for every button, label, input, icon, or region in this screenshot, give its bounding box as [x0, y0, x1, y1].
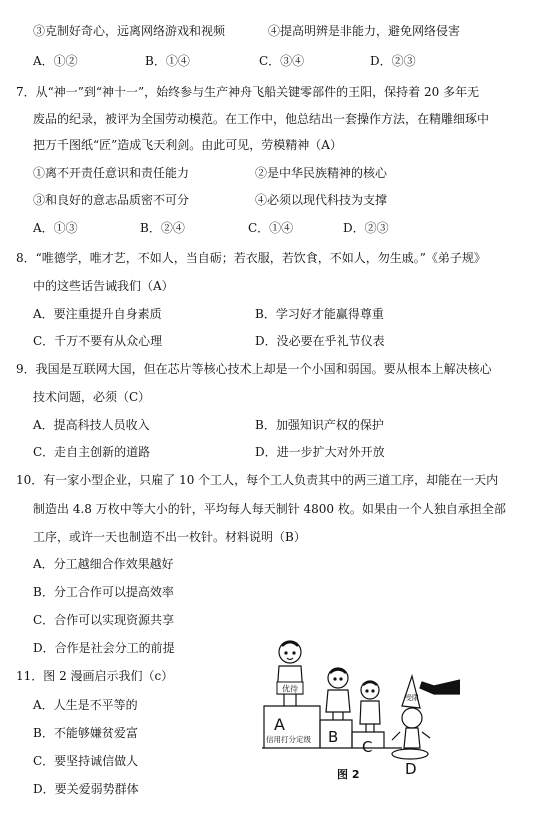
person-a-icon	[277, 641, 303, 706]
q9-stem-line1: 9．我国是互联网大国，但在芯片等核心技术上却是一个小国和弱国。要从根本上解决核心	[16, 362, 492, 376]
figure-caption: 图 2	[337, 768, 360, 781]
q7-choice-d: D．②③	[343, 221, 389, 235]
q11-choice-c: C．要坚持诚信做人	[33, 754, 139, 768]
sign-left: 优待	[282, 684, 298, 694]
q8-choice-c: C．千万不要有从众心理	[33, 334, 163, 348]
q7-choice-a: A．①③	[33, 221, 78, 235]
q8-stem-line2: 中的这些话告诫我们（A）	[33, 279, 174, 293]
q7-option1: ①离不开责任意识和责任能力	[33, 166, 190, 180]
q10-choice-d: D．合作是社会分工的前提	[33, 641, 175, 655]
q10-choice-b: B．分工合作可以提高效率	[33, 585, 174, 599]
person-b-icon	[326, 668, 350, 720]
q11-choice-b: B．不能够嫌贫爱富	[33, 726, 138, 740]
q10-stem-line3: 工序，或许一天也制造不出一枚针。材料说明（B）	[33, 530, 306, 544]
q7-stem-line2: 废品的纪录，被评为全国劳动模范。在工作中，他总结出一套操作方法，在精雕细琢中	[33, 112, 490, 126]
q11-choice-a: A．人生是不平等的	[33, 698, 138, 712]
q7-stem-line3: 把万千图纸“匠”造成飞天利剑。由此可见，劳模精神（A）	[33, 138, 342, 152]
q9-stem-line2: 技术问题，必须（C）	[33, 390, 151, 404]
q7-choice-c: C．①④	[248, 221, 294, 235]
q7-option4: ④必须以现代科技为支撑	[255, 193, 388, 207]
q9-choice-c: C．走自主创新的道路	[33, 445, 151, 459]
person-c-icon	[360, 681, 380, 732]
q6-choice-c: C．③④	[259, 54, 305, 68]
sign-right: 受限	[405, 694, 419, 702]
q10-choice-a: A．分工越细合作效果越好	[33, 557, 174, 571]
q10-choice-c: C．合作可以实现资源共享	[33, 613, 175, 627]
pit	[392, 749, 428, 759]
q9-choice-a: A．提高科技人员收入	[33, 418, 150, 432]
q9-choice-b: B．加强知识产权的保护	[255, 418, 384, 432]
q8-choice-d: D．没必要在乎礼节仪表	[255, 334, 385, 348]
stair-label: 信用打分定级	[266, 735, 311, 744]
q7-option2: ②是中华民族精神的核心	[255, 166, 388, 180]
letter-a: A	[274, 715, 285, 734]
q8-stem-line1: 8．“唯德学，唯才艺，不如人，当自砺；若衣服，若饮食，不如人，勿生戚。”《弟子规》	[16, 251, 486, 265]
q6-option3: ③克制好奇心，远离网络游戏和视频	[33, 24, 226, 38]
q11-stem: 11．图 2 漫画启示我们（c）	[16, 669, 174, 683]
q6-choice-a: A．①②	[33, 54, 78, 68]
q6-choice-d: D．②③	[370, 54, 416, 68]
q9-choice-d: D．进一步扩大对外开放	[255, 445, 385, 459]
q7-option3: ③和良好的意志品质密不可分	[33, 193, 190, 207]
credit-rating-cartoon	[262, 636, 462, 776]
q8-choice-b: B．学习好才能赢得尊重	[255, 307, 384, 321]
q7-choice-b: B．②④	[140, 221, 185, 235]
q11-choice-d: D．要关爱弱势群体	[33, 782, 139, 796]
pushing-hand-icon	[420, 680, 460, 694]
q8-choice-a: A．要注重提升自身素质	[33, 307, 162, 321]
q10-stem-line1: 10．有一家小型企业，只雇了 10 个工人，每个工人负责其中的两三道工序，却能在一天内	[16, 473, 499, 487]
q6-option4: ④提高明辨是非能力，避免网络侵害	[268, 24, 461, 38]
q10-stem-line2: 制造出 4.8 万枚中等大小的针，平均每人每天制针 4800 枚。如果由一个人独自承担全部	[33, 502, 506, 516]
q6-choice-b: B．①④	[145, 54, 190, 68]
letter-b: B	[328, 728, 339, 746]
q7-stem-line1: 7．从“神一”到“神十一”，始终参与生产神舟飞船关键零部件的王阳，保持着 20 多年无	[16, 85, 480, 99]
letter-c: C	[362, 738, 373, 756]
letter-d: D	[405, 760, 417, 776]
